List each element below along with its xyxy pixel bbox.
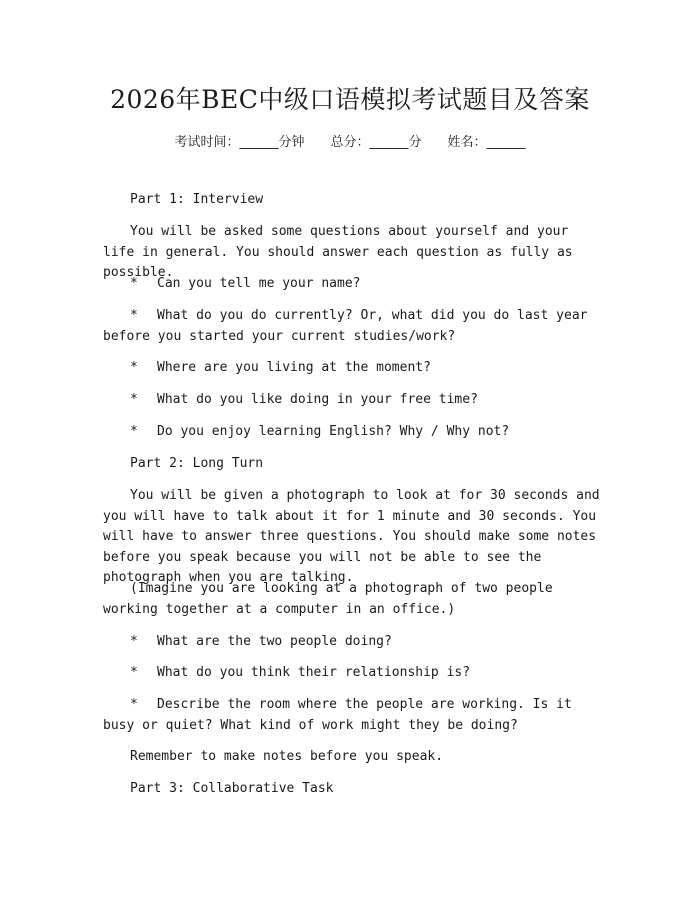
bullet-marker: * <box>130 697 138 712</box>
time-blank: ______ <box>239 135 279 150</box>
bullet-marker: * <box>130 308 138 323</box>
part2-scenario: (Imagine you are looking at a photograph of two people working together at a computer in an office.) <box>103 581 553 617</box>
bullet-marker: * <box>130 665 138 680</box>
question-text: Do you enjoy learning English? Why / Why not? <box>157 424 510 439</box>
part2-reminder: Remember to make notes before you speak. <box>130 749 444 764</box>
question-text: Describe the room where the people are working. Is it busy or quiet? What kind of work might they be doing? <box>103 697 572 733</box>
part1-question-5 <box>103 422 603 443</box>
part2-intro: You will be given a photograph to look at for 30 seconds and you will have to talk about it for 1 minute and 30 seconds. You will have to answer three questions. You should make some notes before you speak because you will not be able to see the photograph when you are talking. <box>103 488 600 585</box>
bullet-marker: * <box>130 424 138 439</box>
question-text: What do you like doing in your free time? <box>157 392 478 407</box>
part1-question-3 <box>103 358 603 379</box>
exam-info-line <box>0 131 700 150</box>
part1-question-2 <box>103 306 603 347</box>
score-unit: 分 <box>408 135 422 150</box>
bullet-marker: * <box>130 392 138 407</box>
part2-heading: Part 2: Long Turn <box>130 456 264 471</box>
part1-question-1 <box>103 274 603 295</box>
question-text: What do you think their relationship is? <box>157 665 471 680</box>
question-text: What do you do currently? Or, what did you do last year before you started your current studies/work? <box>103 308 588 344</box>
part1-heading: Part 1: Interview <box>130 192 264 207</box>
time-unit: 分钟 <box>278 135 305 150</box>
name-blank: ______ <box>486 135 526 150</box>
document-title: 2026年BEC中级口语模拟考试题目及答案 <box>110 85 590 114</box>
part2-question-2 <box>103 663 603 684</box>
part3-heading: Part 3: Collaborative Task <box>130 781 334 796</box>
question-text: What are the two people doing? <box>157 634 392 649</box>
part2-question-1 <box>103 632 603 653</box>
name-label: 姓名： <box>447 135 487 150</box>
bullet-marker: * <box>130 634 138 649</box>
question-text: Can you tell me your name? <box>157 276 361 291</box>
bullet-marker: * <box>130 276 138 291</box>
score-blank: ______ <box>369 135 409 150</box>
part2-question-3 <box>103 695 603 736</box>
part1-intro: You will be asked some questions about yourself and your life in general. You should answer each question as fully as possible. <box>103 224 573 280</box>
question-text: Where are you living at the moment? <box>157 360 431 375</box>
part1-question-4 <box>103 390 603 411</box>
bullet-marker: * <box>130 360 138 375</box>
score-label: 总分： <box>330 135 370 150</box>
time-label: 考试时间： <box>174 135 240 150</box>
